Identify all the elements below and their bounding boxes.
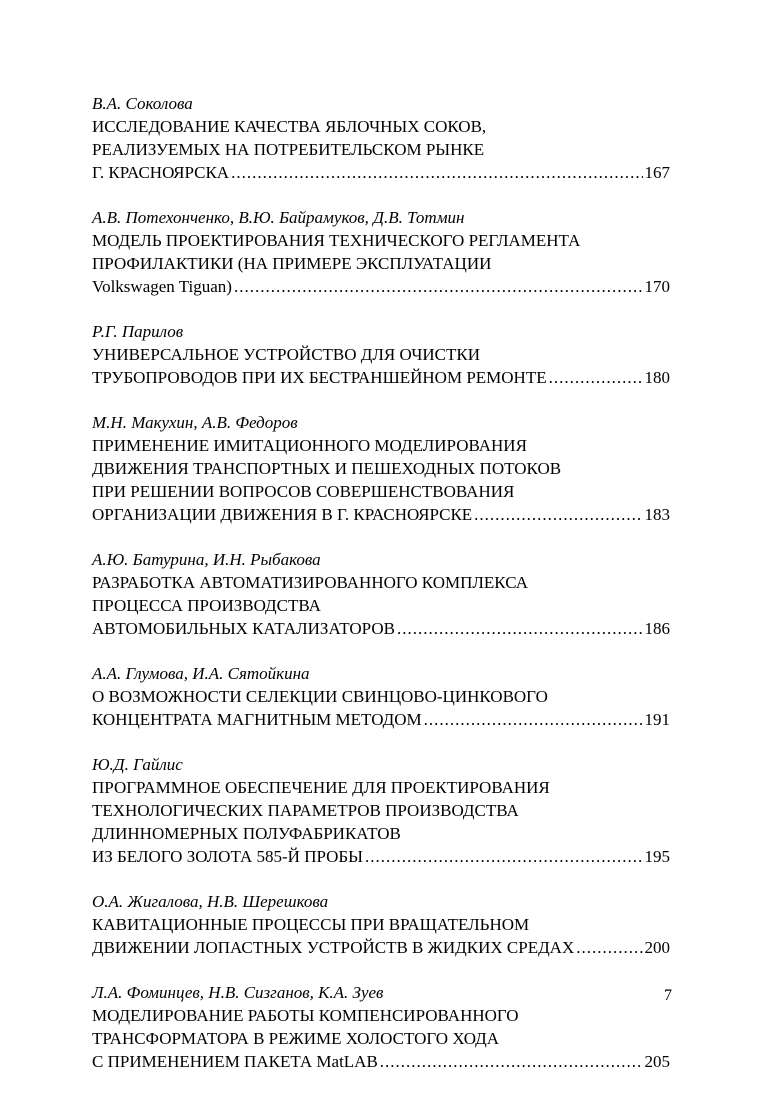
toc-entry-page-number: 183 (644, 505, 670, 524)
toc-entry-title-line: ПРИ РЕШЕНИИ ВОПРОСОВ СОВЕРШЕНСТВОВАНИЯ (92, 482, 515, 501)
toc-entry-title-line: О ВОЗМОЖНОСТИ СЕЛЕКЦИИ СВИНЦОВО-ЦИНКОВОГО (92, 687, 548, 706)
toc-entry-title-line: ПРОФИЛАКТИКИ (НА ПРИМЕРЕ ЭКСПЛУАТАЦИИ (92, 254, 492, 273)
toc-entry-title-line: РЕАЛИЗУЕМЫХ НА ПОТРЕБИТЕЛЬСКОМ РЫНКЕ (92, 140, 485, 159)
toc-entry-last-line (92, 366, 670, 389)
toc-entry-authors: А.А. Глумова, И.А. Сятойкина (92, 664, 310, 683)
toc-entry-title-line: ПРОЦЕССА ПРОИЗВОДСТВА (92, 596, 321, 615)
toc-entry-last-line (92, 1050, 670, 1073)
toc-entry-last-line (92, 161, 670, 184)
dot-leader (380, 1050, 643, 1073)
toc-entry-page-number: 167 (644, 163, 670, 182)
toc-entry-title-line: ТРАНСФОРМАТОРА В РЕЖИМЕ ХОЛОСТОГО ХОДА (92, 1029, 500, 1048)
toc-entry-last-line (92, 503, 670, 526)
toc-entry-authors: Ю.Д. Гайлис (92, 755, 183, 774)
dot-leader (231, 161, 642, 184)
toc-entry-title-line: ИССЛЕДОВАНИЕ КАЧЕСТВА ЯБЛОЧНЫХ СОКОВ, (92, 117, 487, 136)
dot-leader (424, 708, 643, 731)
toc-entry (92, 890, 670, 959)
toc-entry-title-line: РАЗРАБОТКА АВТОМАТИЗИРОВАННОГО КОМПЛЕКСА (92, 573, 528, 592)
toc-entry-page-number: 180 (644, 368, 670, 387)
dot-leader (365, 845, 642, 868)
toc-entry-authors: Р.Г. Парилов (92, 322, 184, 341)
toc-entry-title-line: Г. КРАСНОЯРСКА (92, 163, 230, 182)
toc-entry-authors: М.Н. Макухин, А.В. Федоров (92, 413, 298, 432)
toc-entry-authors: Л.А. Фоминцев, Н.В. Сизганов, К.А. Зуев (92, 983, 384, 1002)
toc-entry-title-line: Volkswagen Tiguan) (92, 277, 232, 296)
table-of-contents (92, 92, 670, 1095)
toc-entry-last-line (92, 275, 670, 298)
toc-entry-page-number: 195 (644, 847, 670, 866)
toc-entry-title-line: ДЛИННОМЕРНЫХ ПОЛУФАБРИКАТОВ (92, 824, 401, 843)
toc-entry-authors: А.Ю. Батурина, И.Н. Рыбакова (92, 550, 321, 569)
toc-entry-title-line: ДВИЖЕНИЯ ТРАНСПОРТНЫХ И ПЕШЕХОДНЫХ ПОТОКОВ (92, 459, 562, 478)
toc-entry-title-line: УНИВЕРСАЛЬНОЕ УСТРОЙСТВО ДЛЯ ОЧИСТКИ (92, 345, 481, 364)
toc-entry (92, 411, 670, 526)
toc-entry-last-line (92, 708, 670, 731)
toc-entry-authors: О.А. Жигалова, Н.В. Шерешкова (92, 892, 329, 911)
toc-entry-title-line: ИЗ БЕЛОГО ЗОЛОТА 585-Й ПРОБЫ (92, 847, 364, 866)
toc-entry (92, 548, 670, 640)
toc-entry-title-line: МОДЕЛИРОВАНИЕ РАБОТЫ КОМПЕНСИРОВАННОГО (92, 1006, 519, 1025)
toc-entry (92, 981, 670, 1073)
toc-entry (92, 753, 670, 868)
toc-entry-title-line: ПРИМЕНЕНИЕ ИМИТАЦИОННОГО МОДЕЛИРОВАНИЯ (92, 436, 527, 455)
dot-leader (549, 366, 643, 389)
toc-entry-title-line: ДВИЖЕНИИ ЛОПАСТНЫХ УСТРОЙСТВ В ЖИДКИХ СРЕДАХ (92, 938, 575, 957)
toc-entry-last-line (92, 617, 670, 640)
toc-entry-title-line: ТЕХНОЛОГИЧЕСКИХ ПАРАМЕТРОВ ПРОИЗВОДСТВА (92, 801, 519, 820)
dot-leader (397, 617, 643, 640)
toc-entry-authors: А.В. Потехонченко, В.Ю. Байрамуков, Д.В. Тотмин (92, 208, 465, 227)
toc-entry-title-line: КАВИТАЦИОННЫЕ ПРОЦЕССЫ ПРИ ВРАЩАТЕЛЬНОМ (92, 915, 530, 934)
toc-entry-last-line (92, 936, 670, 959)
toc-entry-authors: В.А. Соколова (92, 94, 193, 113)
toc-entry-last-line (92, 845, 670, 868)
toc-entry-title-line: МОДЕЛЬ ПРОЕКТИРОВАНИЯ ТЕХНИЧЕСКОГО РЕГЛАМЕНТА (92, 231, 581, 250)
toc-entry-title-line: С ПРИМЕНЕНИЕМ ПАКЕТА MatLAB (92, 1052, 378, 1071)
toc-entry-title-line: ТРУБОПРОВОДОВ ПРИ ИХ БЕСТРАНШЕЙНОМ РЕМОНТЕ (92, 368, 547, 387)
toc-entry (92, 206, 670, 298)
toc-entry-title-line: ОРГАНИЗАЦИИ ДВИЖЕНИЯ В Г. КРАСНОЯРСКЕ (92, 505, 473, 524)
page-number: 7 (664, 987, 672, 1004)
toc-entry (92, 320, 670, 389)
toc-entry (92, 92, 670, 184)
dot-leader (234, 275, 643, 298)
toc-entry-page-number: 200 (644, 938, 670, 957)
toc-entry-page-number: 191 (644, 710, 670, 729)
toc-entry-title-line: АВТОМОБИЛЬНЫХ КАТАЛИЗАТОРОВ (92, 619, 395, 638)
dot-leader (576, 936, 642, 959)
toc-entry-page-number: 205 (644, 1052, 670, 1071)
toc-entry-title-line: ПРОГРАММНОЕ ОБЕСПЕЧЕНИЕ ДЛЯ ПРОЕКТИРОВАНИЯ (92, 778, 550, 797)
toc-entry-page-number: 186 (644, 619, 670, 638)
toc-entry (92, 662, 670, 731)
dot-leader (474, 503, 642, 526)
toc-entry-page-number: 170 (644, 277, 670, 296)
toc-entry-title-line: КОНЦЕНТРАТА МАГНИТНЫМ МЕТОДОМ (92, 710, 422, 729)
